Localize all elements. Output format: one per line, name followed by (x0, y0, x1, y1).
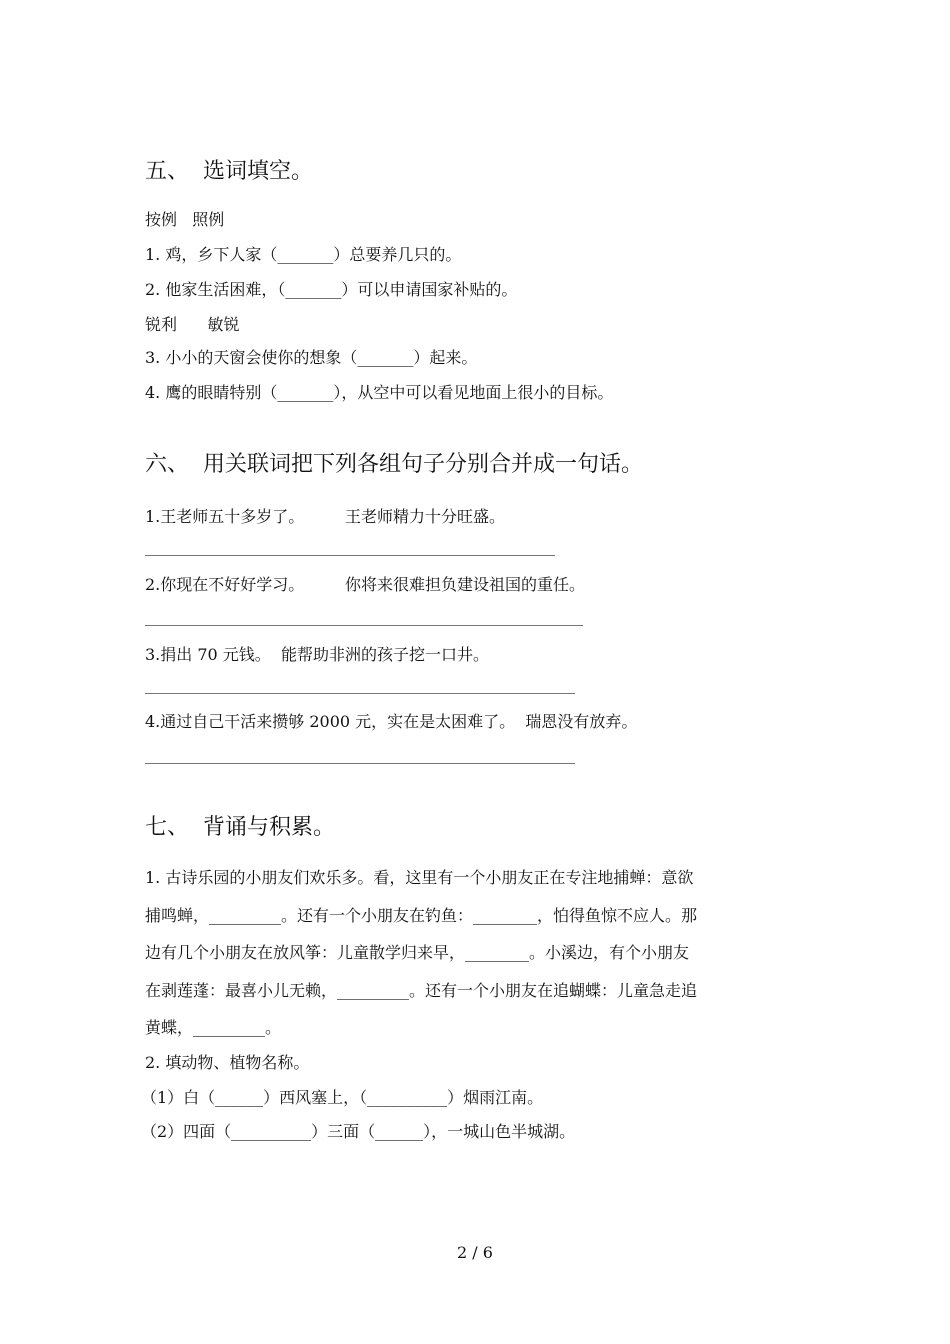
answer-line[interactable] (145, 763, 575, 764)
answer-line[interactable] (145, 693, 575, 694)
question: （1）白（______）西风塞上，（__________）烟雨江南。 (141, 1088, 544, 1107)
section-7-title: 七、 背诵与积累。 (145, 815, 335, 840)
question: 1.王老师五十多岁了。 王老师精力十分旺盛。 (145, 507, 505, 526)
paragraph-line: 边有几个小朋友在放风筝：儿童散学归来早，________。小溪边，有个小朋友 (145, 943, 690, 962)
question: 2. 填动物、植物名称。 (145, 1053, 310, 1072)
page-number: 2 / 6 (457, 1243, 493, 1262)
question: 3. 小小的天窗会使你的想象（_______）起来。 (145, 348, 478, 367)
question: 2. 他家生活困难，（_______）可以申请国家补贴的。 (145, 280, 518, 299)
paragraph-line: 捕鸣蝉，_________。还有一个小朋友在钓鱼：________，怕得鱼惊不应人。那 (145, 906, 698, 925)
answer-line[interactable] (145, 555, 555, 556)
word-group-1: 按例 照例 (145, 210, 225, 229)
paragraph-line: 黄蝶，_________。 (145, 1018, 282, 1037)
question: 1. 鸡，乡下人家（_______）总要养几只的。 (145, 245, 462, 264)
question: 2.你现在不好好学习。 你将来很难担负建设祖国的重任。 (145, 575, 585, 594)
question: 4.通过自己干活来攒够 2000 元，实在是太困难了。 瑞恩没有放弃。 (145, 712, 638, 731)
section-6-title: 六、 用关联词把下列各组句子分别合并成一句话。 (145, 452, 643, 477)
question: 3.捐出 70 元钱。 能帮助非洲的孩子挖一口井。 (145, 645, 489, 664)
word-group-2: 锐利 敏锐 (145, 315, 240, 334)
paragraph-line: 1. 古诗乐园的小朋友们欢乐多。看，这里有一个小朋友正在专注地捕蝉：意欲 (145, 868, 694, 887)
paragraph-line: 在剥莲蓬：最喜小儿无赖，_________。还有一个小朋友在追蝴蝶：儿童急走追 (145, 981, 698, 1000)
answer-line[interactable] (145, 625, 583, 626)
question: （2）四面（__________）三面（______），一城山色半城湖。 (141, 1122, 576, 1141)
question: 4. 鹰的眼睛特别（_______），从空中可以看见地面上很小的目标。 (145, 383, 614, 402)
section-5-title: 五、 选词填空。 (145, 159, 313, 184)
